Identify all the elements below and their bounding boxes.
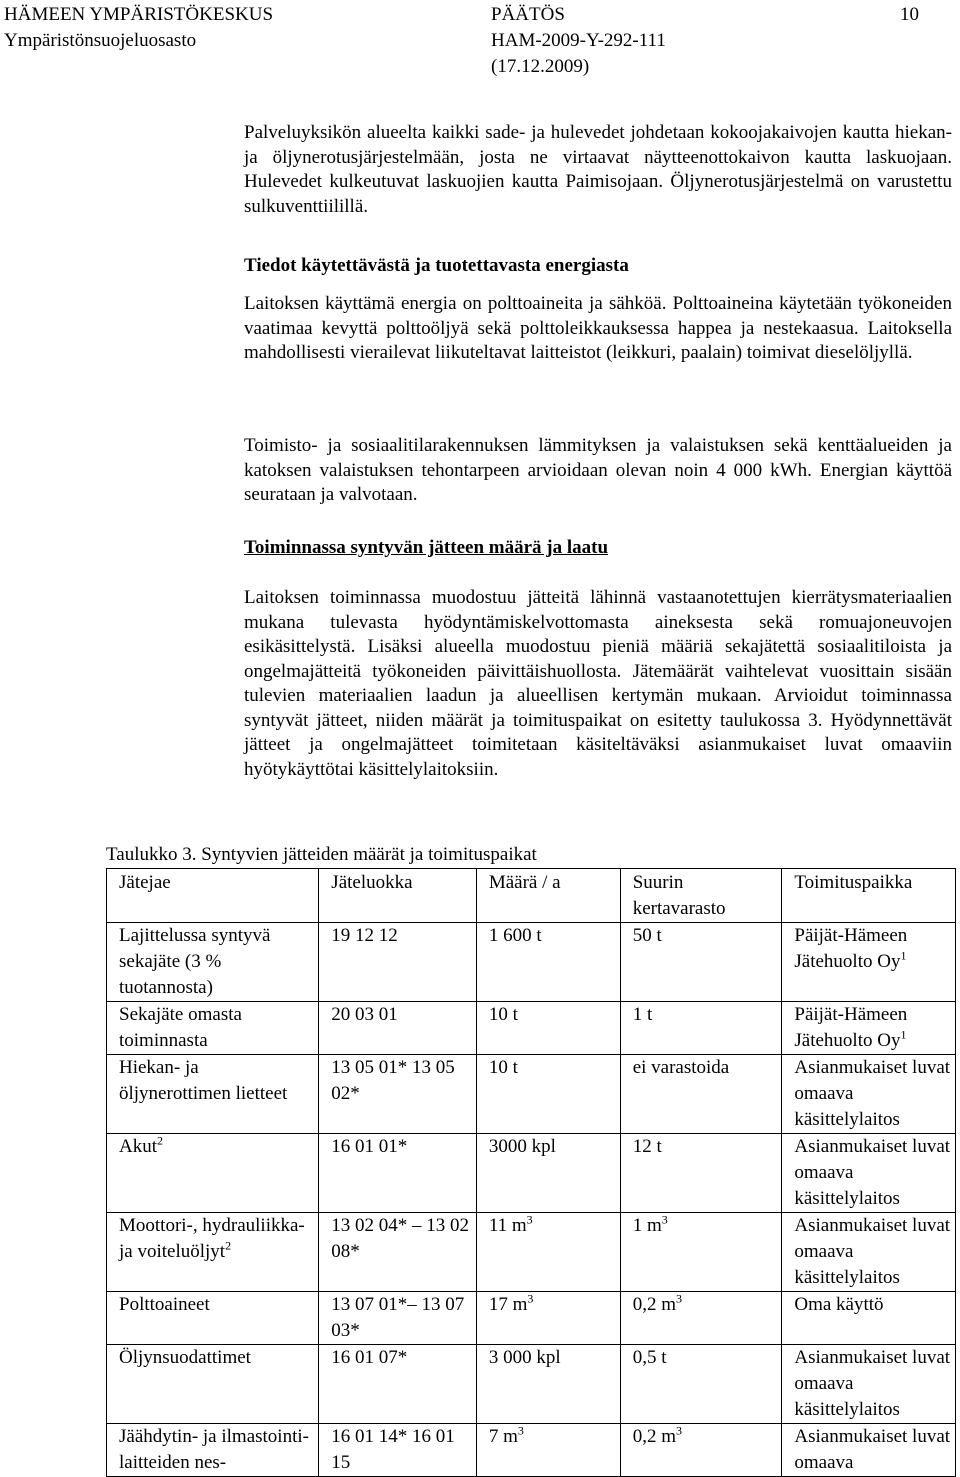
cell-annual-amount-text: 3000 kpl bbox=[488, 1136, 556, 1157]
cell-max-storage-text: 12 t bbox=[632, 1136, 662, 1157]
table-caption: Taulukko 3. Syntyvien jätteiden määrät ja toimituspaikat bbox=[106, 844, 537, 865]
cell-delivery-place-text: Asianmukaiset luvat omaava käsittelylaitos bbox=[794, 1136, 951, 1209]
table-row bbox=[107, 923, 956, 1002]
cell-waste-code-text: 16 01 07* bbox=[331, 1347, 408, 1368]
cell-max-storage-text: 0,2 m bbox=[632, 1294, 676, 1315]
cell-annual-amount bbox=[476, 1345, 620, 1424]
cell-max-storage bbox=[620, 1055, 782, 1134]
cell-waste-code bbox=[319, 1134, 477, 1213]
cell-waste-fraction-text: Lajittelussa syntyvä sekajäte (3 % tuotannosta) bbox=[119, 925, 271, 998]
cell-waste-code-text: 13 02 04* – 13 02 08* bbox=[331, 1215, 470, 1262]
cell-delivery-place bbox=[782, 1292, 956, 1345]
paragraph-heating: Toimisto- ja sosiaalitilarakennuksen lämmityksen ja valaistuksen sekä kenttäalueiden ja katoksen valaistuksen tehontarpeen arvioidaan olevan noin 4 000 kWh. Energian käyttöä seurataan ja valvotaan. bbox=[244, 435, 952, 505]
cell-delivery-place-text: Asianmukaiset luvat omaava käsittelylaitos bbox=[794, 1057, 951, 1130]
header-organization: HÄMEEN YMPÄRISTÖKESKUS bbox=[4, 4, 274, 25]
header-document-type: PÄÄTÖS bbox=[491, 4, 565, 25]
paragraph-waste: Laitoksen toiminnassa muodostuu jätteitä lähinnä vastaanotettujen kierrätysmateriaalien mukana tulevasta hyödyntämiskelvottomasta aineksesta sekä romuajoneuvojen esikäsittelystä. Lisäksi alueella muodostuu pieniä määriä sekajätettä sosiaalitiloista ja ongelmajätteitä työkoneiden päivittäishuollosta. Jätemäärät vaihtelevat vuosittain sisään tulevien materiaalien laadun ja alueellisen kertymän mukaan. Arvioidut toiminnassa syntyvät jätteet, niiden määrät ja toimituspaikat on esitetty taulukossa 3. Hyödynnettävät jätteet ja ongelmajätteet toimitetaan käsiteltäväksi asianmukaiset luvat omaaviin hyötykäyttötai käsittelylaitoksiin. bbox=[244, 587, 952, 780]
cell-waste-fraction bbox=[107, 923, 319, 1002]
column-header: Suurin kertavarasto bbox=[620, 869, 782, 923]
cell-waste-code bbox=[319, 1002, 477, 1055]
paragraph-energy-use: Laitoksen käyttämä energia on polttoaineita ja sähköä. Polttoaineina käytetään työkoneiden vaatimaa kevyttä polttoöljyä sekä polttoleikkauksessa happea ja nestekaasua. Laitoksella mahdollisesti vierailevat liikuteltavat laitteistot (leikkuri, paalain) toimivat dieselöljyllä. bbox=[244, 293, 952, 363]
cell-waste-fraction-text: Sekajäte omasta toiminnasta bbox=[119, 1004, 242, 1051]
cell-max-storage bbox=[620, 1213, 782, 1292]
cell-max-storage bbox=[620, 1002, 782, 1055]
cell-annual-amount-text: 1 600 t bbox=[488, 925, 542, 946]
header-document-number: HAM-2009-Y-292-111 bbox=[491, 30, 666, 51]
table-row bbox=[107, 1134, 956, 1213]
footnote-marker: 1 bbox=[900, 1027, 907, 1042]
cell-waste-fraction bbox=[107, 1213, 319, 1292]
cell-annual-amount bbox=[476, 1213, 620, 1292]
cell-waste-fraction bbox=[107, 1345, 319, 1424]
waste-table bbox=[106, 868, 956, 1477]
cell-annual-amount-text: 11 m bbox=[488, 1215, 527, 1236]
cell-annual-amount-text: 10 t bbox=[488, 1004, 518, 1025]
cell-delivery-place-text: Asianmukaiset luvat omaava käsittelylaitos bbox=[794, 1347, 951, 1420]
cell-waste-fraction-text: Akut bbox=[119, 1136, 157, 1157]
table-row bbox=[107, 1345, 956, 1424]
footnote-marker: 3 bbox=[675, 1291, 682, 1306]
cell-max-storage bbox=[620, 923, 782, 1002]
cell-waste-fraction bbox=[107, 1424, 319, 1477]
cell-waste-code bbox=[319, 1345, 477, 1424]
cell-waste-code-text: 19 12 12 bbox=[331, 925, 398, 946]
cell-delivery-place bbox=[782, 1424, 956, 1477]
cell-waste-fraction bbox=[107, 1055, 319, 1134]
cell-annual-amount-text: 3 000 kpl bbox=[488, 1347, 561, 1368]
cell-annual-amount bbox=[476, 923, 620, 1002]
cell-waste-code bbox=[319, 1424, 477, 1477]
column-header: Toimituspaikka bbox=[782, 869, 956, 923]
cell-max-storage-text: ei varastoida bbox=[632, 1057, 730, 1078]
cell-waste-code bbox=[319, 1213, 477, 1292]
cell-waste-fraction bbox=[107, 1002, 319, 1055]
footnote-marker: 3 bbox=[527, 1291, 534, 1306]
table-row bbox=[107, 1055, 956, 1134]
cell-max-storage-text: 50 t bbox=[632, 925, 662, 946]
cell-delivery-place-text: Asianmukaiset luvat omaava bbox=[794, 1426, 951, 1473]
paragraph-stormwater: Palveluyksikön alueelta kaikki sade- ja hulevedet johdetaan kokoojakaivojen kautta hiekan- ja öljynerotusjärjestelmään, josta ne virtaavat näytteenottokaivon kautta laskuojaan. Hulevedet kulkeutuvat laskuojien kautta Paimisojaan. Öljynerotusjärjestelmä on varustettu sulkuventtiilillä. bbox=[244, 122, 952, 217]
cell-waste-fraction-text: Jäähdytin- ja ilmastointi-laitteiden nes- bbox=[119, 1426, 309, 1473]
cell-waste-code-text: 16 01 14* 16 01 15 bbox=[331, 1426, 455, 1473]
footnote-marker: 3 bbox=[675, 1423, 682, 1438]
cell-max-storage bbox=[620, 1424, 782, 1477]
cell-max-storage bbox=[620, 1134, 782, 1213]
cell-max-storage-text: 0,5 t bbox=[632, 1347, 667, 1368]
table-header-row bbox=[107, 869, 956, 923]
column-header: Jäteluokka bbox=[319, 869, 477, 923]
cell-waste-code-text: 13 05 01* 13 05 02* bbox=[331, 1057, 455, 1104]
cell-annual-amount bbox=[476, 1424, 620, 1477]
cell-annual-amount-text: 17 m bbox=[488, 1294, 528, 1315]
page-number: 10 bbox=[900, 4, 919, 25]
table-row bbox=[107, 1424, 956, 1477]
cell-delivery-place bbox=[782, 923, 956, 1002]
cell-annual-amount bbox=[476, 1055, 620, 1134]
cell-annual-amount bbox=[476, 1134, 620, 1213]
cell-delivery-place-text: Asianmukaiset luvat omaava käsittelylaitos bbox=[794, 1215, 951, 1288]
cell-annual-amount-text: 10 t bbox=[488, 1057, 518, 1078]
cell-waste-fraction-text: Hiekan- ja öljynerottimen lietteet bbox=[119, 1057, 288, 1104]
cell-delivery-place-text: Päijät-Hämeen Jätehuolto Oy bbox=[794, 1004, 908, 1051]
cell-waste-fraction bbox=[107, 1292, 319, 1345]
cell-delivery-place bbox=[782, 1134, 956, 1213]
cell-delivery-place bbox=[782, 1002, 956, 1055]
heading-energy: Tiedot käytettävästä ja tuotettavasta energiasta bbox=[244, 255, 629, 276]
cell-max-storage-text: 1 m bbox=[632, 1215, 662, 1236]
column-header: Määrä / a bbox=[476, 869, 620, 923]
cell-max-storage-text: 1 t bbox=[632, 1004, 653, 1025]
cell-waste-code-text: 13 07 01*– 13 07 03* bbox=[331, 1294, 465, 1341]
cell-max-storage bbox=[620, 1345, 782, 1424]
table-row bbox=[107, 1213, 956, 1292]
footnote-marker: 3 bbox=[526, 1212, 533, 1227]
cell-waste-fraction-text: Moottori-, hydrauliikka- ja voiteluöljyt bbox=[119, 1215, 305, 1262]
header-unit: Ympäristönsuojeluosasto bbox=[4, 30, 197, 51]
header-document-date: (17.12.2009) bbox=[491, 56, 590, 77]
cell-max-storage bbox=[620, 1292, 782, 1345]
table-row bbox=[107, 1002, 956, 1055]
cell-waste-code-text: 16 01 01* bbox=[331, 1136, 408, 1157]
footnote-marker: 2 bbox=[157, 1133, 163, 1148]
footnote-marker: 3 bbox=[661, 1212, 668, 1227]
cell-waste-code bbox=[319, 923, 477, 1002]
footnote-marker: 2 bbox=[225, 1238, 232, 1253]
footnote-marker: 3 bbox=[517, 1423, 524, 1438]
cell-max-storage-text: 0,2 m bbox=[632, 1426, 676, 1447]
cell-waste-code-text: 20 03 01 bbox=[331, 1004, 398, 1025]
cell-delivery-place-text: Päijät-Hämeen Jätehuolto Oy bbox=[794, 925, 908, 972]
cell-annual-amount-text: 7 m bbox=[488, 1426, 518, 1447]
footnote-marker: 1 bbox=[900, 948, 907, 963]
heading-waste: Toiminnassa syntyvän jätteen määrä ja laatu bbox=[244, 537, 609, 558]
cell-waste-fraction bbox=[107, 1134, 319, 1213]
cell-delivery-place-text: Oma käyttö bbox=[794, 1294, 884, 1315]
cell-waste-code bbox=[319, 1292, 477, 1345]
column-header: Jätejae bbox=[107, 869, 319, 923]
cell-waste-fraction-text: Polttoaineet bbox=[119, 1294, 210, 1315]
cell-delivery-place bbox=[782, 1345, 956, 1424]
cell-annual-amount bbox=[476, 1292, 620, 1345]
cell-delivery-place bbox=[782, 1213, 956, 1292]
cell-delivery-place bbox=[782, 1055, 956, 1134]
table-row bbox=[107, 1292, 956, 1345]
cell-annual-amount bbox=[476, 1002, 620, 1055]
cell-waste-code bbox=[319, 1055, 477, 1134]
cell-waste-fraction-text: Öljynsuodattimet bbox=[119, 1347, 251, 1368]
